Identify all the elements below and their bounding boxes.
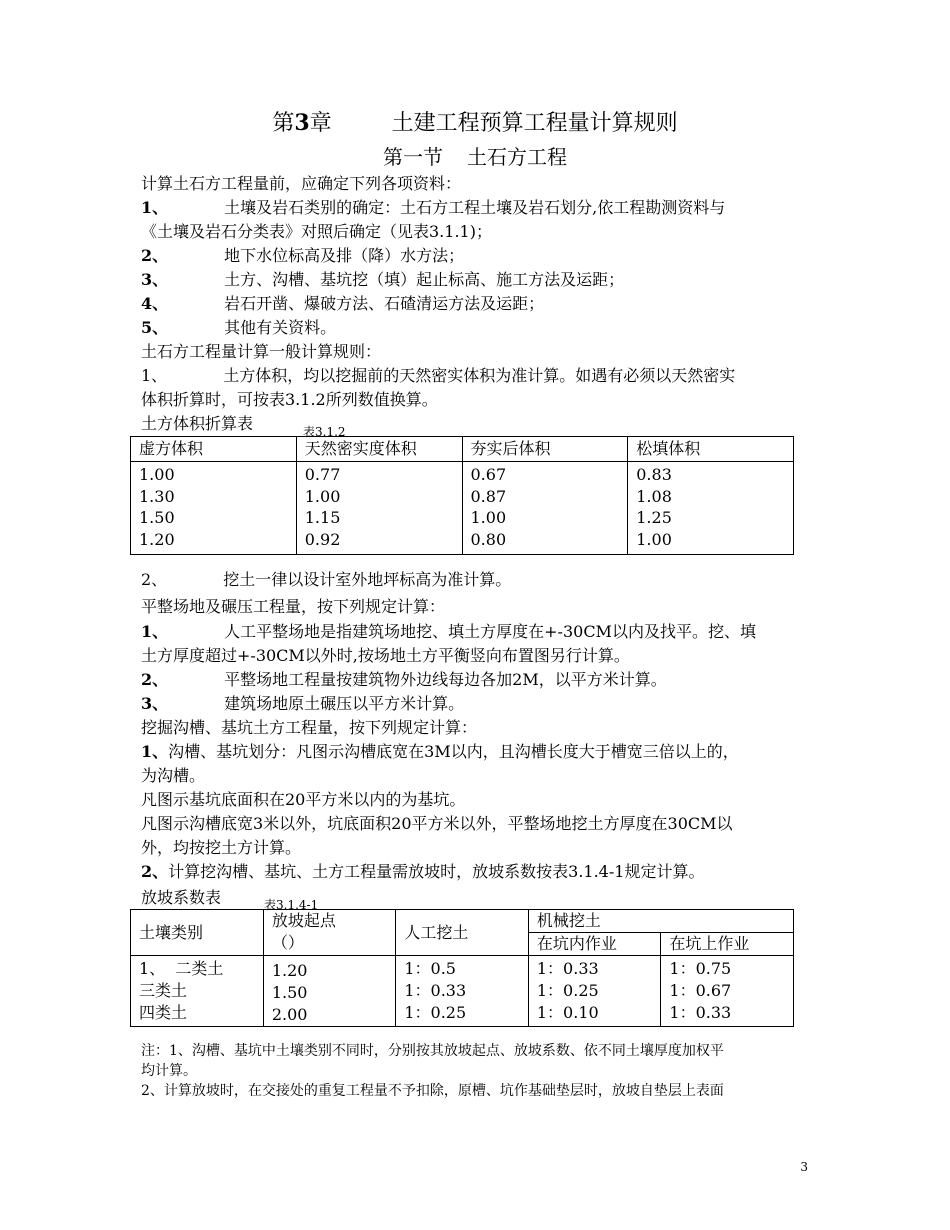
item-a1 <box>141 197 821 219</box>
page-number: 3 <box>800 1160 808 1174</box>
trench-1-num: 1、 <box>141 742 169 761</box>
header-cell: 人工挖土 <box>396 910 529 956</box>
table1-number: 表3.1.2 <box>303 425 346 439</box>
cell-value: 1.30 <box>139 486 175 506</box>
cell-value: 0.67 <box>470 465 507 484</box>
table-header-row <box>131 437 794 462</box>
cell-value: 1.00 <box>470 508 507 527</box>
rule-1-text: 土方体积，均以挖掘前的天然密实体积为准计算。如遇有必须以天然密实 <box>223 366 736 385</box>
cell-value: 1：0.33 <box>669 1003 732 1022</box>
cell-value: 1.20 <box>271 961 308 980</box>
item-a1-cont: 《土壤及岩石分类表》对照后确定（见表3.1.1)； <box>141 222 492 241</box>
trench-1 <box>141 741 821 763</box>
rule-2 <box>141 569 821 591</box>
table-cell <box>628 462 794 555</box>
cell-value: 1：0.10 <box>536 1003 599 1022</box>
pit-definition: 凡图示基坑底面积在20平方米以内的为基坑。 <box>141 790 466 809</box>
leveling-heading: 平整场地及碾压工程量，按下列规定计算： <box>141 597 446 616</box>
cell-value: 1.50 <box>271 983 308 1002</box>
cell-value: 1：0.75 <box>669 959 732 978</box>
section-title <box>0 141 950 170</box>
slope-coefficient-table <box>130 909 794 1027</box>
item-a4 <box>141 293 821 315</box>
cell-value: 1.00 <box>304 486 341 506</box>
cell-value: 1：0.67 <box>669 981 732 1000</box>
item-a4-num: 4、 <box>141 294 169 313</box>
cell-value: 1.00 <box>636 529 672 549</box>
item-a5 <box>141 317 821 339</box>
item-a2-text: 地下水位标高及排（降）水方法； <box>224 246 465 265</box>
cell-value: 1.50 <box>139 508 175 527</box>
item-a2-num: 2、 <box>141 246 169 265</box>
item-a1-num: 1、 <box>141 198 169 217</box>
cell-value: 1：0.5 <box>404 959 456 978</box>
note-1-cont: 均计算。 <box>141 1063 197 1079</box>
table2-number: 表3.1.4-1 <box>264 898 319 912</box>
header-cell: 机械挖土 <box>528 910 793 933</box>
item-a3 <box>141 269 821 291</box>
cell-value: 1.25 <box>636 508 672 527</box>
leveling-3 <box>141 693 821 715</box>
leveling-1-num: 1、 <box>141 622 169 641</box>
chapter-prefix: 第 <box>272 111 295 136</box>
header-cell: 虚方体积 <box>131 437 297 462</box>
header-cell: 在坑上作业 <box>661 933 794 956</box>
chapter-name: 土建工程预算工程量计算规则 <box>391 111 678 136</box>
header-cell: 天然密实度体积 <box>296 437 462 462</box>
leveling-3-num: 3、 <box>141 694 169 713</box>
header-cell: 夯实后体积 <box>462 437 628 462</box>
leveling-1-cont: 土方厚度超过+-30CM以外时,按场地土方平衡竖向布置图另行计算。 <box>141 646 630 665</box>
table-cell <box>131 956 264 1027</box>
section-name: 土石方工程 <box>467 145 567 169</box>
cell-value: 1.15 <box>304 508 341 527</box>
item-a3-num: 3、 <box>141 270 169 289</box>
table-cell <box>263 956 396 1027</box>
item-a2 <box>141 245 821 267</box>
cell-value: 1：0.33 <box>536 959 599 978</box>
table-cell <box>661 956 794 1027</box>
header-cell-line: （） <box>271 933 304 952</box>
cell-value: 1：0.25 <box>404 1003 467 1022</box>
rule-1-cont: 体积折算时，可按表3.1.2所列数值换算。 <box>141 390 438 409</box>
table-cell <box>528 956 661 1027</box>
cell-value: 0.92 <box>304 529 341 549</box>
table-row <box>131 462 794 555</box>
leveling-2-text: 平整场地工程量按建筑物外边线每边各加2M，以平方米计算。 <box>224 670 667 689</box>
cell-value: 0.80 <box>470 529 507 549</box>
table-cell <box>296 462 462 555</box>
item-a3-text: 土方、沟槽、基坑挖（填）起止标高、施工方法及运距； <box>224 270 625 289</box>
table-cell <box>396 956 529 1027</box>
section-label: 第一节 <box>383 145 443 169</box>
leveling-2 <box>141 669 821 691</box>
header-cell: 土壤类别 <box>131 910 264 956</box>
trench-2 <box>141 861 821 883</box>
trench-2-num: 2、 <box>141 862 169 881</box>
cell-value: 0.87 <box>470 486 507 506</box>
table-cell <box>131 462 297 555</box>
cell-value: 1、 二类土 <box>139 959 224 978</box>
cell-value: 三类土 <box>139 981 188 1000</box>
header-cell: 在坑内作业 <box>528 933 661 956</box>
trench-2-text: 计算挖沟槽、基坑、土方工程量需放坡时，放坡系数按表3.1.4-1规定计算。 <box>168 862 705 881</box>
header-cell: 松填体积 <box>628 437 794 462</box>
trench-1-cont: 为沟槽。 <box>141 766 206 785</box>
rule-1 <box>141 365 821 387</box>
cell-value: 1.08 <box>636 486 672 506</box>
leveling-3-text: 建筑场地原土碾压以平方米计算。 <box>224 694 465 713</box>
item-a1-text: 土壤及岩石类别的确定：土石方工程土壤及岩石划分,依工程勘测资料与 <box>224 198 726 217</box>
rule-2-num: 2、 <box>141 570 168 589</box>
table-cell <box>462 462 628 555</box>
rule-2-text: 挖土一律以设计室外地坪标高为准计算。 <box>223 570 512 589</box>
cell-value: 1.00 <box>139 465 175 484</box>
trench-1-text: 沟槽、基坑划分：凡图示沟槽底宽在3M以内，且沟槽长度大于槽宽三倍以上的， <box>168 742 739 761</box>
item-a4-text: 岩石开凿、爆破方法、石碴清运方法及运距； <box>224 294 545 313</box>
table2-caption: 放坡系数表 <box>141 888 222 907</box>
note-1: 注：1、沟槽、基坑中土壤类别不同时，分别按其放坡起点、放坡系数、依不同土壤厚度加权平 <box>141 1043 724 1059</box>
cell-value: 四类土 <box>139 1003 188 1022</box>
intro-text: 计算土石方工程量前，应确定下列各项资料： <box>141 174 462 193</box>
leveling-1-text: 人工平整场地是指建筑场地挖、填土方厚度在+-30CM以内及找平。挖、填 <box>224 622 756 641</box>
cell-value: 1：0.33 <box>404 981 467 1000</box>
header-cell <box>263 910 396 956</box>
cell-value: 0.77 <box>304 465 341 484</box>
volume-conversion-table <box>130 436 794 555</box>
note-2: 2、计算放坡时，在交接处的重复工程量不予扣除，原槽、坑作基础垫层时，放坡自垫层上表面 <box>141 1083 724 1099</box>
item-a5-text: 其他有关资料。 <box>224 318 337 337</box>
leveling-2-num: 2、 <box>141 670 169 689</box>
earthwork-definition-cont: 外，均按挖土方计算。 <box>141 838 302 857</box>
leveling-1 <box>141 621 821 643</box>
cell-value: 0.83 <box>636 465 672 484</box>
header-cell-line: 放坡起点 <box>271 911 336 930</box>
table-header-row <box>131 910 794 933</box>
rule-1-num: 1、 <box>141 366 168 385</box>
chapter-suffix: 章 <box>309 111 332 136</box>
table-row <box>131 956 794 1027</box>
earthwork-definition: 凡图示沟槽底宽3米以外，坑底面积20平方米以外，平整场地挖土方厚度在30CM以 <box>141 814 733 833</box>
trench-heading: 挖掘沟槽、基坑土方工程量，按下列规定计算： <box>141 718 478 737</box>
chapter-title <box>0 106 950 137</box>
cell-value: 1：0.25 <box>536 981 599 1000</box>
cell-value: 2.00 <box>271 1005 308 1024</box>
table1-caption: 土方体积折算表 <box>141 414 254 433</box>
item-a5-num: 5、 <box>141 318 169 337</box>
chapter-number: 3 <box>294 110 310 136</box>
general-rules-heading: 土石方工程量计算一般计算规则： <box>141 342 382 361</box>
cell-value: 1.20 <box>139 529 175 549</box>
